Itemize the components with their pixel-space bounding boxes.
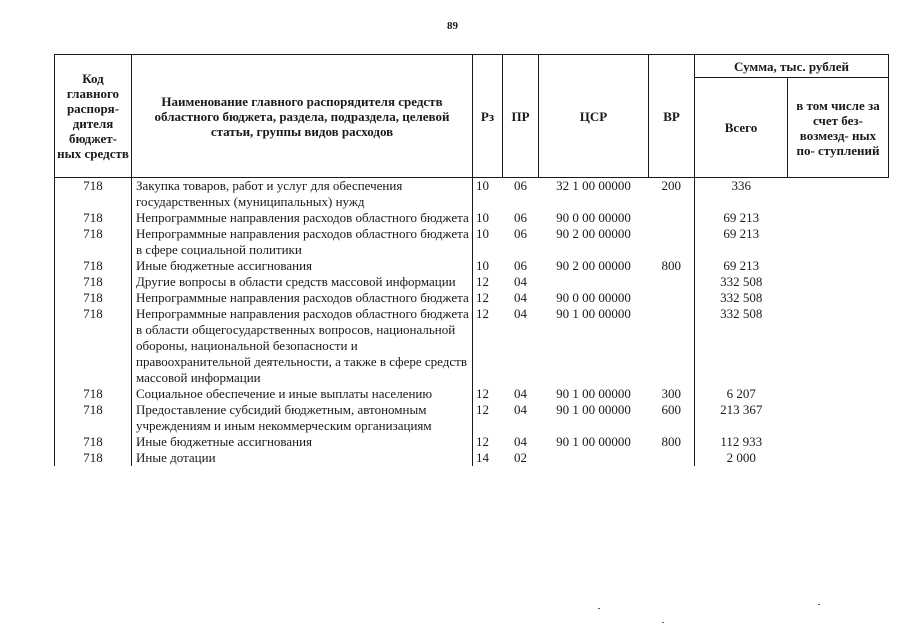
scan-speck bbox=[662, 622, 664, 623]
cell-csr: 90 0 00 00000 bbox=[556, 210, 631, 225]
cell-csr: 90 0 00 00000 bbox=[556, 290, 631, 305]
cell-vr: 800 bbox=[661, 258, 681, 273]
cell-free bbox=[788, 306, 889, 386]
cell-total: 213 367 bbox=[695, 402, 788, 434]
cell-vr bbox=[649, 274, 695, 290]
table-row bbox=[55, 178, 889, 211]
cell-free bbox=[788, 178, 889, 211]
header-csr: ЦСР bbox=[539, 55, 649, 178]
cell-code: 718 bbox=[55, 290, 132, 306]
table-row bbox=[55, 290, 889, 306]
cell-code: 718 bbox=[55, 178, 132, 211]
header-name: Наименование главного распорядителя средств областного бюджета, раздела, подраздела, целевой статьи, группы видов расходов bbox=[132, 55, 473, 178]
cell-csr: 90 2 00 00000 bbox=[556, 226, 631, 241]
cell-vr: 600 bbox=[661, 402, 681, 417]
cell-code: 718 bbox=[55, 226, 132, 258]
table-row bbox=[55, 306, 889, 386]
cell-csr: 90 2 00 00000 bbox=[556, 258, 631, 273]
header-sum: Сумма, тыс. рублей bbox=[695, 55, 889, 78]
cell-csr: 32 1 00 00000 bbox=[556, 178, 631, 193]
cell-name: Непрограммные направления расходов областного бюджета в сфере социальной политики bbox=[132, 226, 473, 258]
cell-total: 332 508 bbox=[695, 306, 788, 386]
scan-speck bbox=[818, 604, 820, 605]
cell-rz: 12 bbox=[476, 386, 489, 401]
cell-vr: 800 bbox=[661, 434, 681, 449]
cell-code: 718 bbox=[55, 450, 132, 466]
cell-pr: 04 bbox=[514, 274, 527, 289]
cell-name: Иные бюджетные ассигнования bbox=[132, 434, 473, 450]
cell-csr: 90 1 00 00000 bbox=[556, 386, 631, 401]
cell-rz: 12 bbox=[476, 274, 489, 289]
cell-rz: 10 bbox=[476, 258, 489, 273]
cell-code: 718 bbox=[55, 434, 132, 450]
cell-total: 112 933 bbox=[695, 434, 788, 450]
cell-rz: 10 bbox=[476, 178, 489, 193]
table-row bbox=[55, 210, 889, 226]
cell-total: 69 213 bbox=[695, 210, 788, 226]
cell-free bbox=[788, 434, 889, 450]
cell-free bbox=[788, 402, 889, 434]
cell-total: 332 508 bbox=[695, 290, 788, 306]
header-free: в том числе за счет без- возмезд- ных по- ступлений bbox=[788, 78, 889, 178]
cell-vr: 300 bbox=[661, 386, 681, 401]
cell-pr: 04 bbox=[514, 386, 527, 401]
cell-csr: 90 1 00 00000 bbox=[556, 402, 631, 417]
cell-pr: 06 bbox=[514, 258, 527, 273]
cell-name: Непрограммные направления расходов областного бюджета bbox=[132, 290, 473, 306]
table-row bbox=[55, 450, 889, 466]
cell-pr: 06 bbox=[514, 226, 527, 241]
table-row bbox=[55, 402, 889, 434]
cell-vr bbox=[649, 210, 695, 226]
cell-code: 718 bbox=[55, 306, 132, 386]
cell-name: Непрограммные направления расходов областного бюджета bbox=[132, 210, 473, 226]
cell-csr bbox=[539, 274, 649, 290]
table-header bbox=[55, 55, 889, 178]
header-pr: ПР bbox=[503, 55, 539, 178]
cell-total: 69 213 bbox=[695, 258, 788, 274]
cell-rz: 12 bbox=[476, 402, 489, 417]
cell-name: Иные дотации bbox=[132, 450, 473, 466]
header-rz: Рз bbox=[473, 55, 503, 178]
cell-total: 332 508 bbox=[695, 274, 788, 290]
cell-pr: 06 bbox=[514, 178, 527, 193]
cell-pr: 06 bbox=[514, 210, 527, 225]
table-row bbox=[55, 386, 889, 402]
table-row bbox=[55, 226, 889, 258]
cell-csr: 90 1 00 00000 bbox=[556, 306, 631, 321]
table-row bbox=[55, 274, 889, 290]
scan-speck bbox=[598, 608, 600, 609]
budget-table-wrapper bbox=[54, 54, 888, 466]
cell-name: Закупка товаров, работ и услуг для обеспечения государственных (муниципальных) нужд bbox=[132, 178, 473, 211]
cell-free bbox=[788, 210, 889, 226]
cell-total: 69 213 bbox=[695, 226, 788, 258]
cell-code: 718 bbox=[55, 258, 132, 274]
cell-vr bbox=[649, 226, 695, 258]
budget-table bbox=[54, 54, 889, 466]
table-body bbox=[55, 178, 889, 467]
cell-pr: 02 bbox=[514, 450, 527, 465]
cell-vr bbox=[649, 306, 695, 386]
cell-vr: 200 bbox=[661, 178, 681, 193]
cell-code: 718 bbox=[55, 402, 132, 434]
cell-name: Предоставление субсидий бюджетным, автономным учреждениям и иным некоммерческим организациям bbox=[132, 402, 473, 434]
cell-total: 6 207 bbox=[695, 386, 788, 402]
cell-rz: 14 bbox=[476, 450, 489, 465]
cell-csr bbox=[539, 450, 649, 466]
cell-free bbox=[788, 258, 889, 274]
cell-name: Иные бюджетные ассигнования bbox=[132, 258, 473, 274]
cell-rz: 12 bbox=[476, 434, 489, 449]
header-vr: ВР bbox=[649, 55, 695, 178]
header-total: Всего bbox=[695, 78, 788, 178]
cell-free bbox=[788, 274, 889, 290]
cell-rz: 10 bbox=[476, 210, 489, 225]
cell-name: Непрограммные направления расходов областного бюджета в области общегосударственных вопросов, национальной обороны, национальной безопасности и правоохранительной деятельности, а также в сфере средств массовой информации bbox=[132, 306, 473, 386]
cell-csr: 90 1 00 00000 bbox=[556, 434, 631, 449]
cell-free bbox=[788, 450, 889, 466]
cell-total: 2 000 bbox=[695, 450, 788, 466]
cell-code: 718 bbox=[55, 386, 132, 402]
cell-vr bbox=[649, 450, 695, 466]
table-row bbox=[55, 434, 889, 450]
table-row bbox=[55, 258, 889, 274]
cell-free bbox=[788, 226, 889, 258]
cell-name: Другие вопросы в области средств массовой информации bbox=[132, 274, 473, 290]
cell-free bbox=[788, 290, 889, 306]
cell-rz: 10 bbox=[476, 226, 489, 241]
cell-vr bbox=[649, 290, 695, 306]
cell-rz: 12 bbox=[476, 290, 489, 305]
cell-code: 718 bbox=[55, 210, 132, 226]
cell-name: Социальное обеспечение и иные выплаты населению bbox=[132, 386, 473, 402]
cell-pr: 04 bbox=[514, 402, 527, 417]
cell-code: 718 bbox=[55, 274, 132, 290]
cell-pr: 04 bbox=[514, 290, 527, 305]
cell-free bbox=[788, 386, 889, 402]
cell-pr: 04 bbox=[514, 434, 527, 449]
cell-pr: 04 bbox=[514, 306, 527, 321]
page-number: 89 bbox=[447, 20, 458, 32]
cell-total: 336 bbox=[695, 178, 788, 211]
cell-rz: 12 bbox=[476, 306, 489, 321]
header-code: Код главного распоря- дителя бюджет- ных средств bbox=[55, 55, 132, 178]
